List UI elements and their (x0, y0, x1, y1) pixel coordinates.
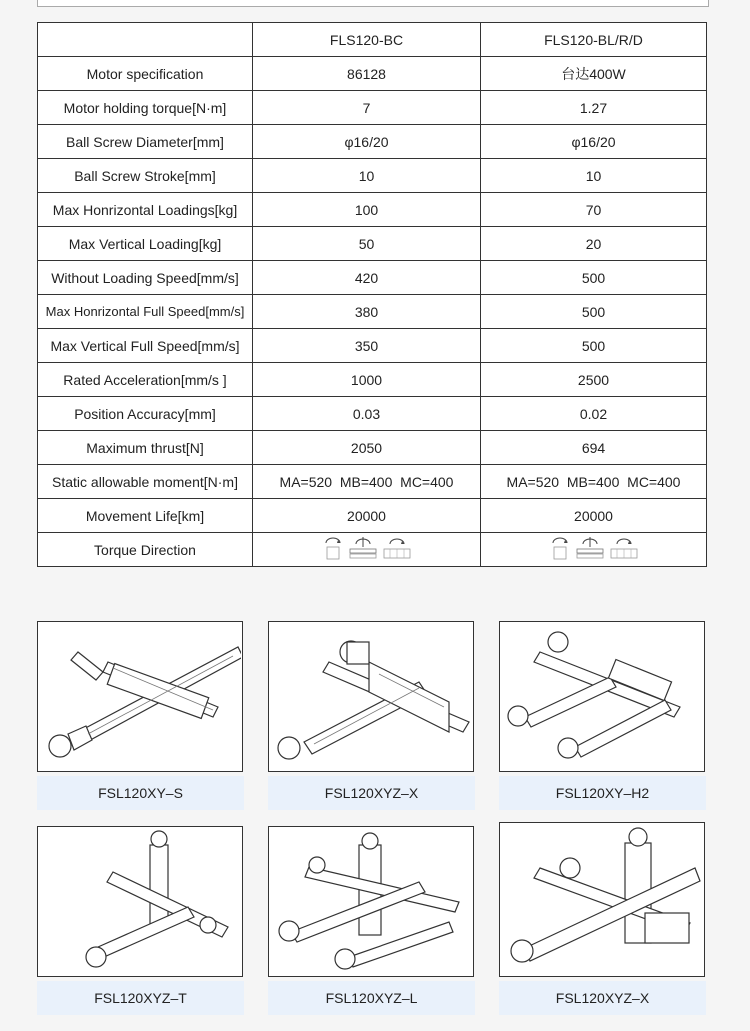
row-label: Position Accuracy[mm] (38, 397, 253, 431)
row-value-2: MA=520 MB=400 MC=400 (481, 465, 707, 499)
product-caption: FSL120XYZ–L (268, 981, 475, 1015)
row-value-1: φ16/20 (253, 125, 481, 159)
top-frame-edge (37, 0, 709, 7)
row-label: Max Vertical Full Speed[mm/s] (38, 329, 253, 363)
table-row (38, 295, 707, 329)
product-image-frame (268, 621, 474, 772)
table-header-row (38, 23, 707, 57)
row-value-1: 100 (253, 193, 481, 227)
header-cell-empty (38, 23, 253, 57)
torque-diagrams (549, 535, 639, 561)
product-image-frame (37, 826, 243, 977)
torque-diagrams (322, 535, 412, 561)
product-caption: FSL120XYZ–X (268, 776, 475, 810)
table-row (38, 261, 707, 295)
table-row (38, 499, 707, 533)
row-label: Max Honrizontal Loadings[kg] (38, 193, 253, 227)
product-card (37, 621, 243, 801)
torque-ma-icon (322, 535, 344, 561)
table-row (38, 227, 707, 261)
row-value-2: φ16/20 (481, 125, 707, 159)
xy-stage-drawing (38, 622, 241, 770)
row-value-1: 86128 (253, 57, 481, 91)
row-label: Rated Acceleration[mm/s ] (38, 363, 253, 397)
row-value-2: 10 (481, 159, 707, 193)
product-image-frame (37, 621, 243, 772)
row-label: Static allowable moment[N·m] (38, 465, 253, 499)
row-label: Motor holding torque[N·m] (38, 91, 253, 125)
row-value-2: 500 (481, 261, 707, 295)
xyz-l-stage-drawing (269, 827, 472, 975)
row-value-2: 500 (481, 329, 707, 363)
product-caption: FSL120XYZ–T (37, 981, 244, 1015)
table-row-torque (38, 533, 707, 567)
product-card (37, 826, 243, 1006)
xyz-stage-drawing (269, 622, 472, 770)
row-value-2: 1.27 (481, 91, 707, 125)
table-row (38, 57, 707, 91)
torque-diagram-cell-1 (253, 533, 481, 567)
product-image-frame (268, 826, 474, 977)
row-label: Ball Screw Stroke[mm] (38, 159, 253, 193)
torque-mc-icon (382, 535, 412, 561)
row-value-2: 20 (481, 227, 707, 261)
table-row (38, 465, 707, 499)
row-value-1: 2050 (253, 431, 481, 465)
row-value-2: 0.02 (481, 397, 707, 431)
row-value-2: 20000 (481, 499, 707, 533)
row-label: Movement Life[km] (38, 499, 253, 533)
xy-h2-stage-drawing (500, 622, 703, 770)
torque-mc-icon (609, 535, 639, 561)
row-value-1: 380 (253, 295, 481, 329)
torque-mb-icon (575, 535, 605, 561)
row-value-1: 50 (253, 227, 481, 261)
product-card (268, 621, 474, 801)
xyz-t-stage-drawing (38, 827, 241, 975)
spec-table (37, 22, 707, 567)
row-value-2: 500 (481, 295, 707, 329)
torque-ma-icon (549, 535, 571, 561)
row-label: Without Loading Speed[mm/s] (38, 261, 253, 295)
product-card (499, 621, 705, 801)
product-caption: FSL120XY–H2 (499, 776, 706, 810)
table-row (38, 363, 707, 397)
row-value-1: 0.03 (253, 397, 481, 431)
row-value-2: 2500 (481, 363, 707, 397)
row-value-1: 7 (253, 91, 481, 125)
product-caption: FSL120XYZ–X (499, 981, 706, 1015)
product-image-frame (499, 621, 705, 772)
row-value-2: 台达400W (481, 57, 707, 91)
table-row (38, 329, 707, 363)
row-value-1: 1000 (253, 363, 481, 397)
row-value-1: 420 (253, 261, 481, 295)
row-label: Max Honrizontal Full Speed[mm/s] (38, 295, 253, 329)
table-row (38, 193, 707, 227)
table-row (38, 91, 707, 125)
header-cell-model-1: FLS120-BC (253, 23, 481, 57)
table-row (38, 397, 707, 431)
product-card (499, 822, 705, 1006)
row-label: Max Vertical Loading[kg] (38, 227, 253, 261)
header-cell-model-2: FLS120-BL/R/D (481, 23, 707, 57)
product-caption: FSL120XY–S (37, 776, 244, 810)
row-label: Motor specification (38, 57, 253, 91)
row-value-1: 20000 (253, 499, 481, 533)
table-row (38, 159, 707, 193)
row-value-2: 694 (481, 431, 707, 465)
table-row (38, 125, 707, 159)
row-value-1: 350 (253, 329, 481, 363)
row-label: Maximum thrust[N] (38, 431, 253, 465)
row-value-1: 10 (253, 159, 481, 193)
row-label: Ball Screw Diameter[mm] (38, 125, 253, 159)
row-value-2: 70 (481, 193, 707, 227)
xyz-x-stage-drawing (500, 823, 703, 975)
product-image-frame (499, 822, 705, 977)
torque-mb-icon (348, 535, 378, 561)
row-value-1: MA=520 MB=400 MC=400 (253, 465, 481, 499)
product-card (268, 826, 474, 1006)
torque-diagram-cell-2 (481, 533, 707, 567)
table-row (38, 431, 707, 465)
torque-direction-label: Torque Direction (38, 533, 253, 567)
